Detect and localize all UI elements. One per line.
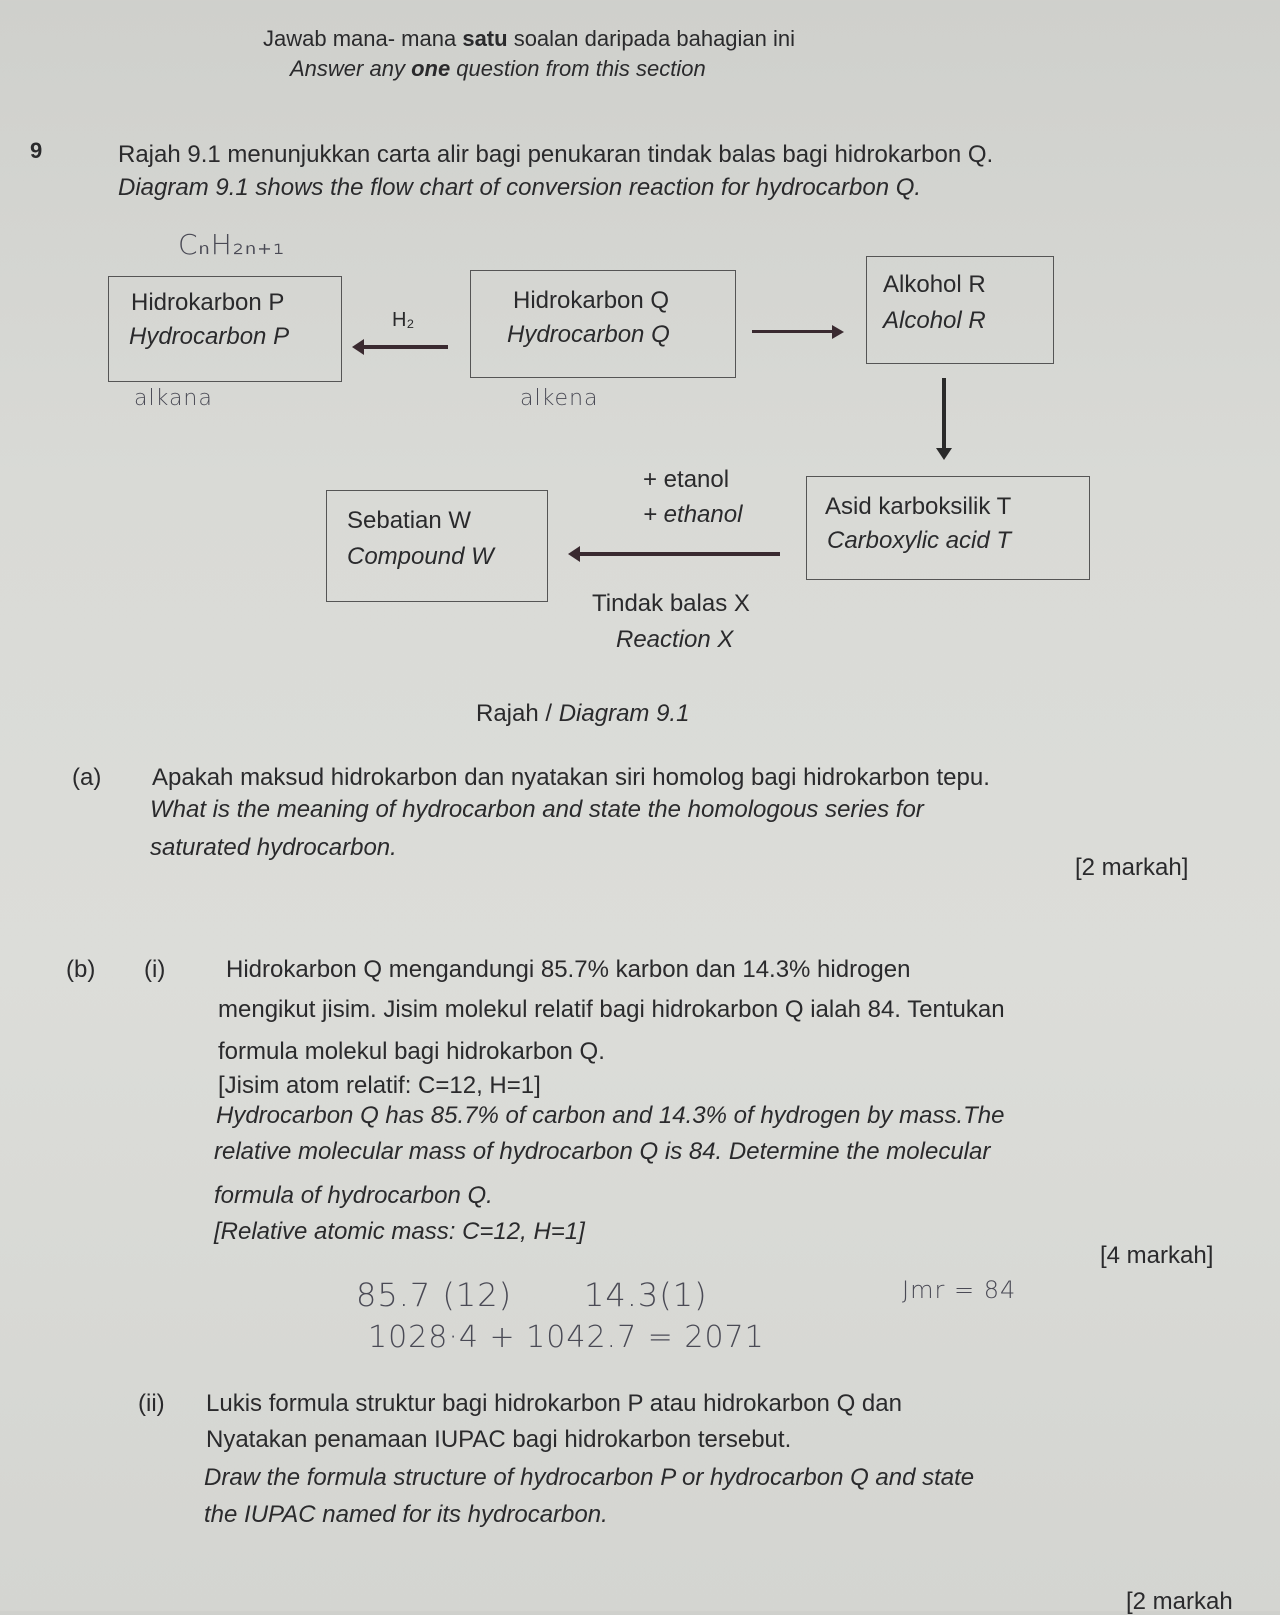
part-b-i-line-4: [Jisim atom relatif: C=12, H=1] bbox=[218, 1072, 541, 1099]
part-b-ii-label: (ii) bbox=[138, 1390, 165, 1417]
reaction-en: Reaction X bbox=[616, 626, 734, 653]
part-a-ms: Apakah maksud hidrokarbon dan nyatakan siri homolog bagi hidrokarbon tepu. bbox=[152, 764, 990, 791]
text: Answer any bbox=[290, 56, 412, 81]
part-a-label: (a) bbox=[72, 764, 102, 791]
part-b-ii-en-1: Draw the formula structure of hydrocarbon P or hydrocarbon Q and state bbox=[204, 1464, 975, 1491]
ethanol-ms: + etanol bbox=[643, 466, 730, 493]
part-a-marks: [2 markah] bbox=[1075, 854, 1189, 881]
arrow-q-to-p bbox=[362, 345, 448, 349]
arrow-q-to-r bbox=[752, 330, 834, 333]
instruction-malay bbox=[263, 28, 795, 50]
part-b-ii-marks: [2 markah bbox=[1126, 1588, 1233, 1615]
box-hydrocarbon-p bbox=[108, 276, 342, 382]
box-hydrocarbon-q bbox=[470, 270, 736, 378]
part-b-i-line-2: mengikut jisim. Jisim molekul relatif bagi hidrokarbon Q ialah 84. Tentukan bbox=[218, 996, 1005, 1023]
handwritten-calc-1: 85.7 (12) bbox=[356, 1276, 513, 1314]
diagram-caption bbox=[476, 702, 689, 726]
label-ms: Alkohol R bbox=[883, 271, 986, 298]
ethanol-en: + ethanol bbox=[643, 501, 743, 528]
label-en: Hydrocarbon Q bbox=[507, 321, 670, 348]
box-compound-w bbox=[326, 490, 548, 602]
label-en: Compound W bbox=[347, 543, 494, 570]
handwritten-alkana: alkana bbox=[134, 386, 213, 411]
part-b-i-en-2: relative molecular mass of hydrocarbon Q is 84. Determine the molecular bbox=[214, 1138, 991, 1165]
part-b-i-line-3: formula molekul bagi hidrokarbon Q. bbox=[218, 1038, 605, 1065]
h2-label: H₂ bbox=[392, 309, 415, 331]
intro-english: Diagram 9.1 shows the flow chart of conversion reaction for hydrocarbon Q. bbox=[118, 174, 922, 201]
part-b-ii-en-2: the IUPAC named for its hydrocarbon. bbox=[204, 1501, 608, 1528]
text: question from this section bbox=[450, 56, 706, 81]
question-number: 9 bbox=[30, 138, 43, 163]
text: soalan daripada bahagian ini bbox=[507, 26, 796, 51]
box-carboxylic-acid-t bbox=[806, 476, 1090, 580]
handwritten-jmr: Jmr = 84 bbox=[902, 1276, 1017, 1304]
instruction-english bbox=[290, 58, 706, 80]
part-a-en-1: What is the meaning of hydrocarbon and state the homologous series for bbox=[150, 796, 924, 823]
part-b-i-en-1: Hydrocarbon Q has 85.7% of carbon and 14.3% of hydrogen by mass.The bbox=[216, 1102, 1005, 1129]
handwritten-formula: CₙH₂ₙ₊₁ bbox=[178, 228, 286, 261]
arrow-r-to-t bbox=[942, 378, 946, 450]
text: Jawab mana- mana bbox=[263, 26, 463, 51]
part-b-i-en-3: formula of hydrocarbon Q. bbox=[214, 1182, 493, 1209]
part-b-ii-line-2: Nyatakan penamaan IUPAC bagi hidrokarbon tersebut. bbox=[206, 1426, 792, 1453]
caption-en: Diagram 9.1 bbox=[558, 700, 690, 727]
handwritten-calc-2: 14.3(1) bbox=[584, 1276, 708, 1314]
reaction-ms: Tindak balas X bbox=[592, 590, 750, 617]
label-en: Alcohol R bbox=[883, 307, 986, 334]
part-b-i-en-4: [Relative atomic mass: C=12, H=1] bbox=[214, 1218, 585, 1245]
label-en: Carboxylic acid T bbox=[827, 527, 1012, 554]
handwritten-calc-3: 1028·4 + 1042.7 = 2071 bbox=[368, 1320, 765, 1355]
label-ms: Hidrokarbon P bbox=[131, 289, 285, 316]
part-b-i-label: (i) bbox=[144, 956, 166, 983]
label-ms: Sebatian W bbox=[347, 507, 472, 534]
label-ms: Asid karboksilik T bbox=[825, 493, 1012, 520]
handwritten-alkena: alkena bbox=[520, 386, 599, 411]
part-b-i-line-1: Hidrokarbon Q mengandungi 85.7% karbon dan 14.3% hidrogen bbox=[226, 956, 911, 983]
intro-malay: Rajah 9.1 menunjukkan carta alir bagi penukaran tindak balas bagi hidrokarbon Q. bbox=[118, 141, 994, 168]
label-en: Hydrocarbon P bbox=[129, 323, 290, 350]
part-b-ii-line-1: Lukis formula struktur bagi hidrokarbon P atau hidrokarbon Q dan bbox=[206, 1390, 902, 1417]
box-alcohol-r bbox=[866, 256, 1054, 364]
caption-ms: Rajah / bbox=[476, 700, 559, 727]
part-b-label: (b) bbox=[66, 956, 96, 983]
text-bold: one bbox=[411, 56, 451, 81]
arrow-t-to-w bbox=[578, 552, 780, 556]
label-ms: Hidrokarbon Q bbox=[513, 287, 670, 314]
text-bold: satu bbox=[462, 26, 508, 51]
part-a-en-2: saturated hydrocarbon. bbox=[150, 834, 397, 861]
part-b-i-marks: [4 markah] bbox=[1100, 1242, 1214, 1269]
